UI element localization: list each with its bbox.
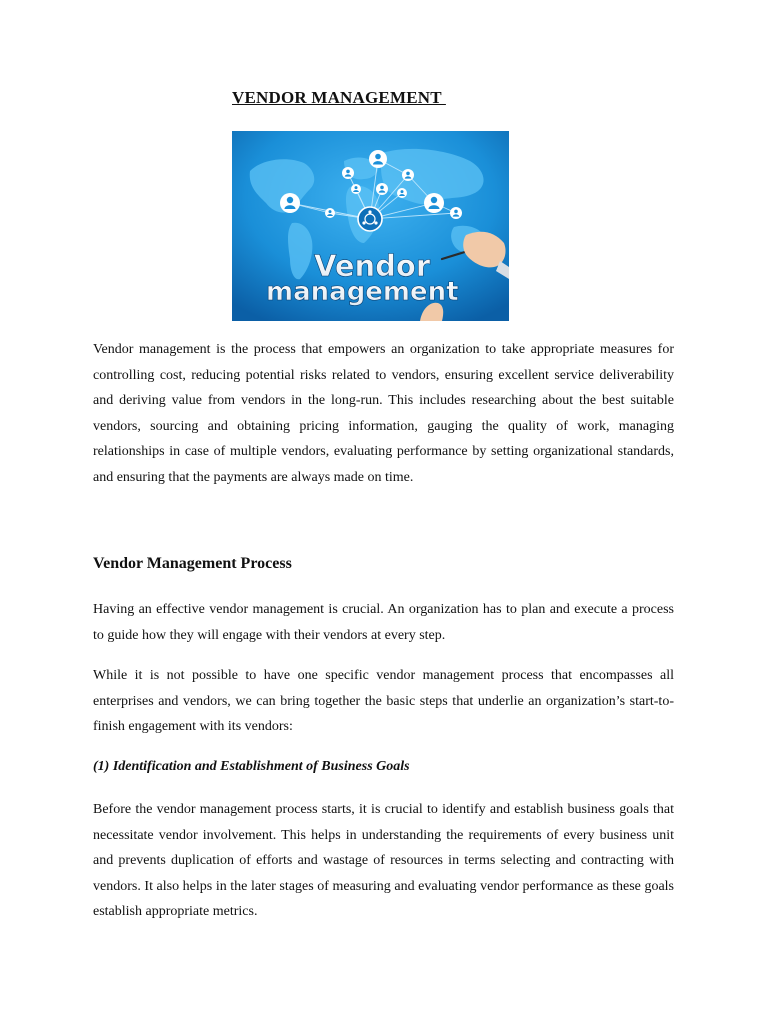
subheading-identification: (1) Identification and Establishment of Business Goals [93,759,410,774]
section-heading: Vendor Management Process [93,555,292,572]
document-title: VENDOR MANAGEMENT [232,88,446,107]
intro-paragraph: Vendor management is the process that empowers an organization to take appropriate measures for controlling cost, reducing potential risks related to vendors, ensuring excellent service deliverability and deriving value from vendors in the long-run. This includes researching about the best suitable vendors, sourcing and obtaining pricing information, gauging the quality of work, managing relationships in case of multiple vendors, evaluating performance by setting organizational standards, and ensuring that the payments are always made on time. [93,342,674,485]
vendor-management-hero-image [232,131,509,321]
hero-text-line1: Vendor [314,249,431,283]
paragraph-3: While it is not possible to have one specific vendor management process that encompasses all enterprises and vendors, we can bring together the basic steps that underlie an organization’s start-to-finish engagement with its vendors: [93,668,674,734]
paragraph-2: Having an effective vendor management is crucial. An organization has to plan and execute a process to guide how they will engage with their vendors at every step. [93,602,674,643]
hero-text-line2: management [266,277,459,307]
paragraph-4: Before the vendor management process starts, it is crucial to identify and establish business goals that necessitate vendor involvement. This helps in understanding the requirements of every business unit and prevents duplication of efforts and wastage of resources in terms selecting and contracting with vendors. It also helps in the later stages of measuring and evaluating vendor performance as these goals establish appropriate metrics. [93,802,674,919]
